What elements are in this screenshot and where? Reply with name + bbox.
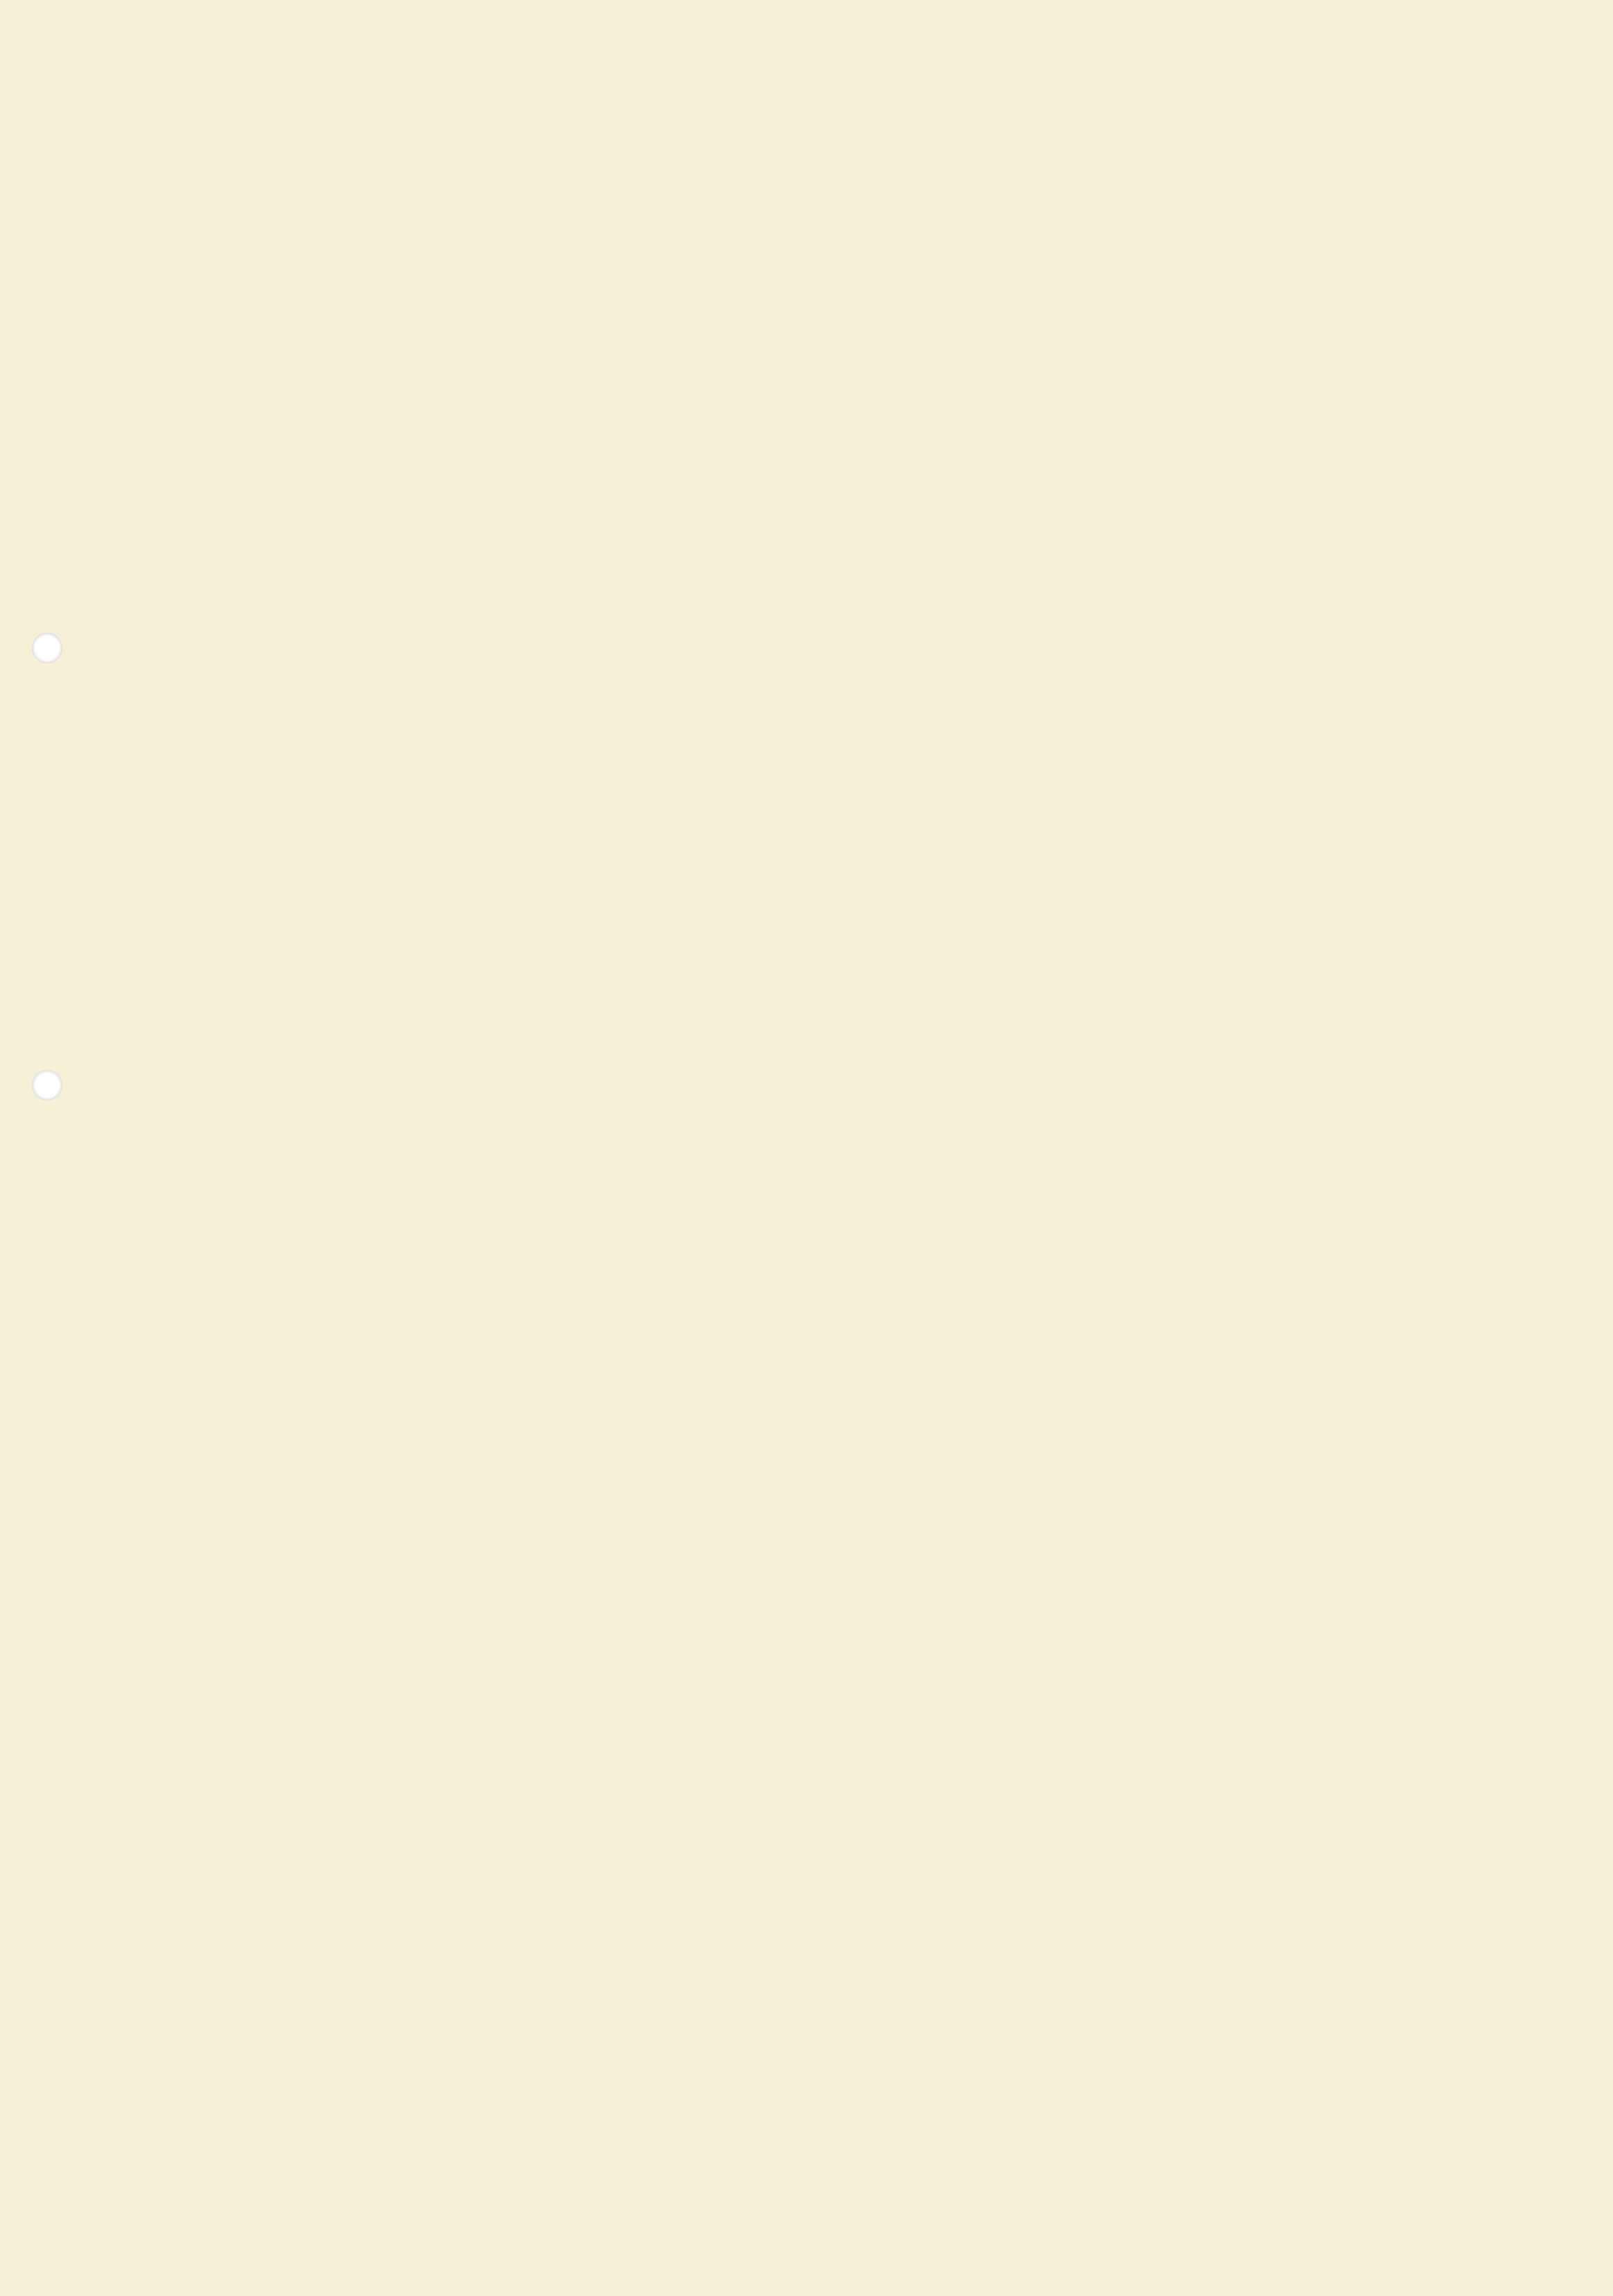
punch-hole (32, 1070, 62, 1100)
punch-hole (32, 633, 62, 663)
